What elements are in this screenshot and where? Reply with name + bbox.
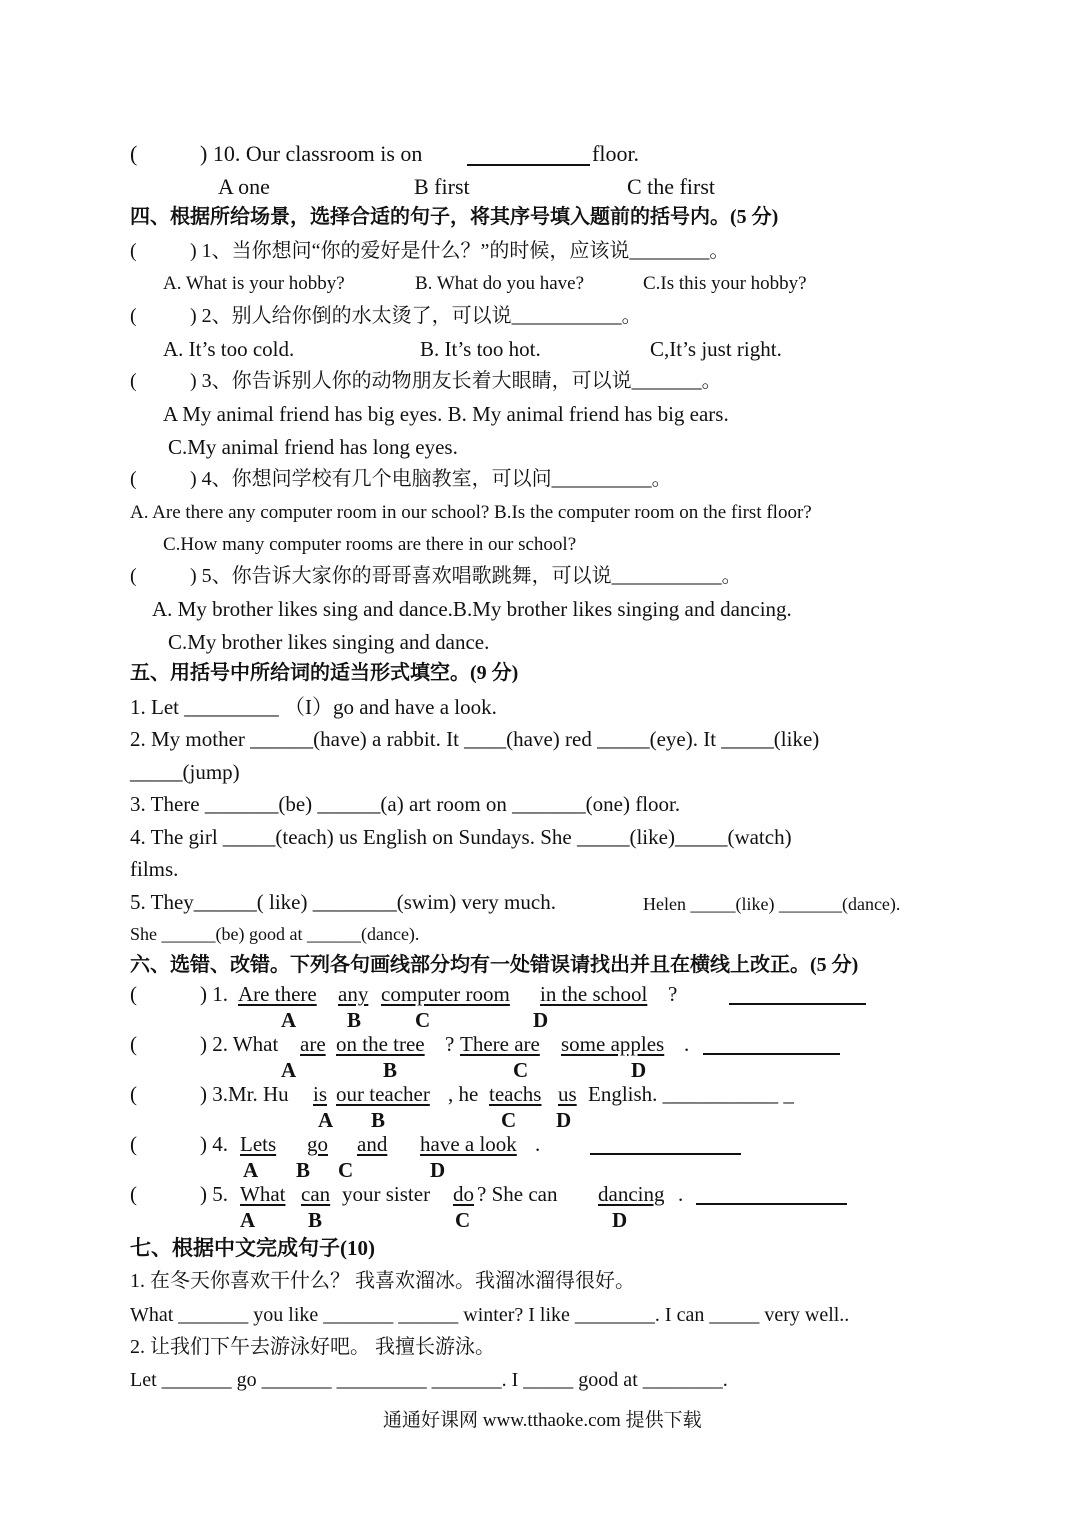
s6-q1-part-a: Are there	[238, 982, 317, 1006]
s6-q4-end: .	[535, 1132, 541, 1156]
s6-q2-part-d: some apples	[561, 1032, 665, 1056]
s4-q4-options-line2: C.How many computer rooms are there in our school?	[163, 534, 577, 555]
s6-q3-paren: (	[130, 1082, 137, 1106]
s6-q5-end: .	[678, 1182, 684, 1206]
s6-q3-mid: , he	[448, 1082, 479, 1106]
s6-q4-label-d: D	[430, 1158, 446, 1182]
s6-q2-part-b: on the tree	[336, 1032, 425, 1056]
s6-q4-part-a: Lets	[240, 1132, 277, 1156]
footer-source: 通通好课网 www.tthaoke.com 提供下载	[383, 1410, 702, 1431]
q10-option-c: C the first	[627, 174, 715, 199]
s6-q3-label-a: A	[318, 1108, 334, 1132]
q10-stem: ) 10. Our classroom is on	[200, 141, 423, 166]
s6-q1-end: ?	[668, 982, 678, 1006]
s4-q2-option-b: B. It’s too hot.	[420, 337, 541, 361]
s6-q5-label-c: C	[455, 1208, 471, 1232]
s6-q5-answer-line	[696, 1203, 847, 1205]
s5-line-5b: She ______(be) good at ______(dance).	[130, 924, 420, 944]
s4-q4-paren: (	[130, 468, 137, 490]
section-5-heading: 五、用括号中所给词的适当形式填空。(9 分)	[130, 662, 519, 684]
q10-blank-line	[467, 164, 590, 166]
s6-q5-part-d: dancing	[598, 1182, 665, 1206]
s6-q1-label-b: B	[347, 1008, 362, 1032]
s6-q3-label-c: C	[501, 1108, 517, 1132]
s6-q4-part-c: and	[357, 1132, 388, 1156]
s7-q1-english: What _______ you like _______ ______ winter? I like ________. I can _____ very well..	[130, 1304, 850, 1326]
s6-q2-question-mark: ?	[445, 1032, 455, 1056]
s6-q5-number: ) 5.	[200, 1182, 228, 1206]
s4-q5-options-line2: C.My brother likes singing and dance.	[168, 630, 490, 654]
s6-q3-label-b: B	[371, 1108, 386, 1132]
s6-q2-label-a: A	[281, 1058, 297, 1082]
s4-q1-paren: (	[130, 240, 137, 262]
s6-q4-label-a: A	[243, 1158, 259, 1182]
s6-q1-part-d: in the school	[540, 982, 648, 1006]
s6-q1-part-b: any	[338, 982, 369, 1006]
s6-q5-label-a: A	[240, 1208, 256, 1232]
s4-q1-option-a: A. What is your hobby?	[163, 273, 345, 294]
section-4-heading: 四、根据所给场景，选择合适的句子，将其序号填入题前的括号内。(5 分)	[130, 206, 779, 228]
s6-q1-paren: (	[130, 982, 137, 1006]
s4-q1-stem: ) 1、当你想问“你的爱好是什么？”的时候，应该说________。	[190, 240, 730, 262]
s6-q5-mid2: ? She can	[477, 1182, 558, 1206]
s4-q2-stem: ) 2、别人给你倒的水太烫了，可以说___________。	[190, 305, 642, 327]
q10-option-a: A one	[218, 174, 270, 199]
s6-q2-part-c: There are	[460, 1032, 540, 1056]
s6-q3-part-c: teachs	[489, 1082, 542, 1106]
s6-q3-part-a: is	[313, 1082, 328, 1106]
s6-q5-mid: your sister	[342, 1182, 431, 1206]
s6-q2-answer-line	[703, 1053, 840, 1055]
s7-q2-chinese: 2. 让我们下午去游泳好吧。 我擅长游泳。	[130, 1336, 495, 1358]
s6-q2-label-d: D	[631, 1058, 647, 1082]
s6-q3-label-d: D	[556, 1108, 572, 1132]
s6-q4-part-d: have a look	[420, 1132, 517, 1156]
s4-q5-paren: (	[130, 565, 137, 587]
s6-q4-label-b: B	[296, 1158, 311, 1182]
s6-q2-label-b: B	[383, 1058, 398, 1082]
s4-q2-option-a: A. It’s too cold.	[163, 337, 295, 361]
s7-q1-chinese: 1. 在冬天你喜欢干什么？ 我喜欢溜冰。我溜冰溜得很好。	[130, 1270, 635, 1292]
section-7-heading: 七、根据中文完成句子(10)	[130, 1236, 375, 1260]
s6-q2-end: .	[684, 1032, 690, 1056]
s5-line-4b: films.	[130, 857, 179, 881]
s6-q3-end: English. ___________ _	[588, 1082, 794, 1106]
s4-q3-options-line2: C.My animal friend has long eyes.	[168, 435, 458, 459]
q10-paren: (	[130, 141, 138, 166]
s6-q4-part-b: go	[307, 1132, 328, 1156]
s4-q1-option-b: B. What do you have?	[415, 273, 585, 294]
s4-q3-options-line1: A My animal friend has big eyes. B. My animal friend has big ears.	[163, 402, 729, 426]
s4-q5-options-line1: A. My brother likes sing and dance.B.My brother likes singing and dancing.	[152, 597, 792, 621]
s6-q5-part-b: can	[301, 1182, 331, 1206]
s5-line-2b: _____(jump)	[130, 760, 240, 784]
s6-q5-part-a: What	[240, 1182, 286, 1206]
s4-q2-paren: (	[130, 305, 137, 327]
s6-q3-part-d: us	[558, 1082, 577, 1106]
s7-q2-english: Let _______ go _______ _________ _______. I _____ good at ________.	[130, 1369, 728, 1391]
s4-q4-options-line1: A. Are there any computer room in our school? B.Is the computer room on the first floor?	[130, 502, 812, 523]
s4-q3-stem: ) 3、你告诉别人你的动物朋友长着大眼睛，可以说_______。	[190, 370, 722, 392]
s4-q4-stem: ) 4、你想问学校有几个电脑教室，可以问__________。	[190, 468, 672, 490]
s4-q5-stem: ) 5、你告诉大家你的哥哥喜欢唱歌跳舞，可以说___________。	[190, 565, 742, 587]
s4-q1-option-c: C.Is this your hobby?	[643, 273, 807, 294]
s4-q3-paren: (	[130, 370, 137, 392]
s5-line-1: 1. Let _________ （I）go and have a look.	[130, 695, 497, 719]
s6-q2-label-c: C	[513, 1058, 529, 1082]
s6-q2-part-a: are	[300, 1032, 326, 1056]
s6-q4-answer-line	[590, 1153, 741, 1155]
q10-option-b: B first	[414, 174, 470, 199]
s6-q1-answer-line	[729, 1003, 866, 1005]
s6-q5-paren: (	[130, 1182, 137, 1206]
s6-q2-number: ) 2. What	[200, 1032, 279, 1056]
s6-q2-paren: (	[130, 1032, 137, 1056]
s6-q5-label-b: B	[308, 1208, 323, 1232]
s6-q1-part-c: computer room	[381, 982, 510, 1006]
s5-line-2: 2. My mother ______(have) a rabbit. It ____(have) red _____(eye). It _____(like)	[130, 727, 820, 751]
section-6-heading: 六、选错、改错。下列各句画线部分均有一处错误请找出并且在横线上改正。(5 分)	[130, 954, 859, 976]
s5-line-5: 5. They______( like) ________(swim) very much.	[130, 890, 556, 914]
s6-q4-number: ) 4.	[200, 1132, 228, 1156]
s6-q4-paren: (	[130, 1132, 137, 1156]
s6-q1-label-d: D	[533, 1008, 549, 1032]
s6-q1-number: ) 1.	[200, 982, 228, 1006]
s6-q1-label-c: C	[415, 1008, 431, 1032]
s6-q3-number: ) 3.Mr. Hu	[200, 1082, 289, 1106]
s5-line-4: 4. The girl _____(teach) us English on Sundays. She _____(like)_____(watch)	[130, 825, 792, 849]
s5-line-5-small: Helen _____(like) _______(dance).	[643, 894, 901, 914]
s5-line-3: 3. There _______(be) ______(a) art room on _______(one) floor.	[130, 792, 681, 816]
s6-q5-label-d: D	[612, 1208, 628, 1232]
s6-q5-part-c: do	[453, 1182, 474, 1206]
s6-q1-label-a: A	[281, 1008, 297, 1032]
q10-tail: floor.	[592, 141, 640, 166]
s6-q4-label-c: C	[338, 1158, 354, 1182]
s4-q2-option-c: C,It’s just right.	[650, 337, 782, 361]
s6-q3-part-b: our teacher	[336, 1082, 430, 1106]
